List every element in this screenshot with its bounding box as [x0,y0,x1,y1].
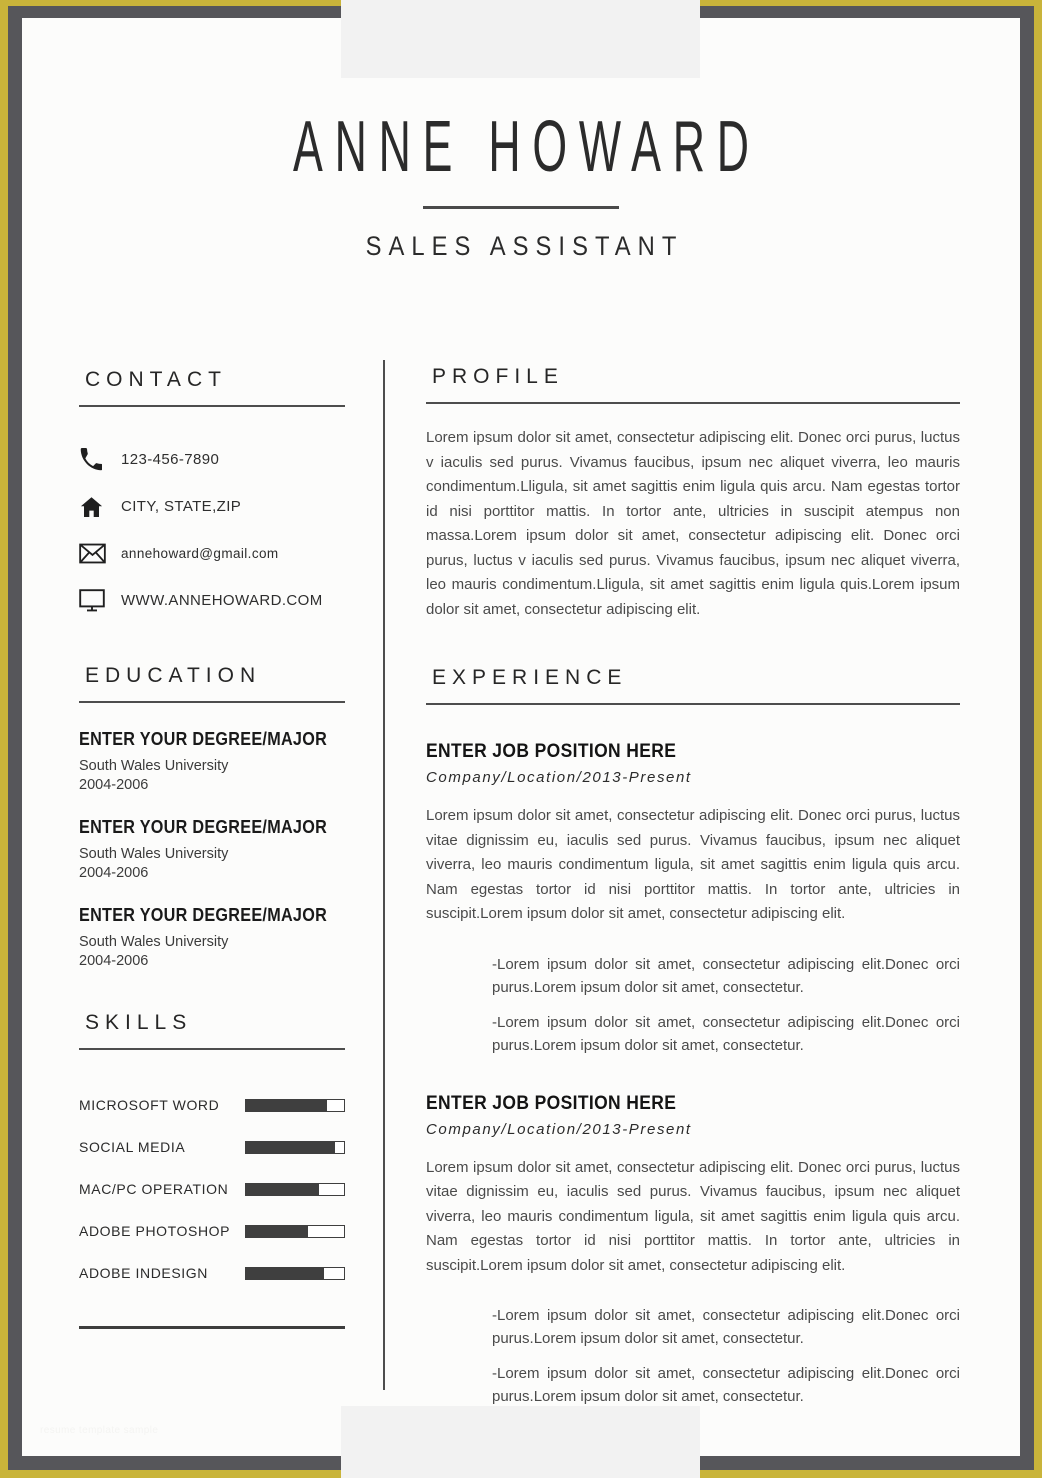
education-heading-rule [79,701,345,703]
contact-item-phone[interactable] [79,436,345,483]
education-degree: ENTER YOUR DEGREE/MAJOR [79,817,328,837]
skill-row [79,1084,345,1126]
skill-level-fill [246,1142,335,1153]
education-school: South Wales University [79,758,229,774]
education-years: 2004-2006 [79,953,149,969]
experience-job-meta: Company/Location/2013-Present [426,769,692,786]
skill-level-fill [246,1100,327,1111]
education-details [79,757,345,795]
education-degree: ENTER YOUR DEGREE/MAJOR [79,729,328,749]
contact-email-value: annehoward@gmail.com [121,546,279,561]
contact-item-email[interactable] [79,530,345,577]
skills-heading: SKILLS [85,1011,193,1034]
header-divider [423,206,619,209]
skill-label: ADOBE INDESIGN [79,1265,208,1281]
experience-bullet-list [426,953,960,1057]
skill-label: ADOBE PHOTOSHOP [79,1223,231,1239]
top-tab-band [341,0,700,78]
profile-heading-rule [426,402,960,404]
experience-job-title: ENTER JOB POSITION HERE [426,1092,677,1114]
skill-level-bar [245,1225,345,1238]
contact-section [79,368,345,624]
skill-label: MICROSOFT WORD [79,1097,220,1113]
skill-level-bar [245,1267,345,1280]
experience-bullet: -Lorem ipsum dolor sit amet, consectetur adipiscing elit.Donec orci purus.Lorem ipsum dolor sit amet, consectetur. [492,1013,960,1054]
watermark-text: resume template sample [40,1425,159,1436]
contact-heading-rule [79,405,345,407]
contact-list [79,436,345,624]
experience-entry [426,1093,960,1409]
job-subtitle: SALES ASSISTANT [365,231,684,261]
envelope-icon [79,543,121,564]
education-details [79,933,345,971]
profile-section [426,365,960,622]
skill-level-bar [245,1099,345,1112]
home-icon [79,495,121,519]
education-heading: EDUCATION [85,664,262,687]
experience-heading-rule [426,703,960,705]
experience-job-title: ENTER JOB POSITION HERE [426,741,677,762]
skill-label: SOCIAL MEDIA [79,1139,186,1155]
monitor-icon [79,589,121,612]
right-column [426,365,960,1420]
column-divider [383,360,385,1390]
experience-job-description: Lorem ipsum dolor sit amet, consectetur adipiscing elit. Donec orci purus, luctus vitae dignissim eu, iaculis sed purus. Vivamus faucibus, ipsum nec aliquet viverra, leo mauris condimentum ligula, sit amet sagittis enim ligula quis arcu. Nam egestas tortor id nisi porttitor mattis. In tortor ante, ultricies in suscipit.Lorem ipsum dolor sit amet, consectetur adipiscing elit. [426,1158,960,1274]
education-entry [79,905,345,971]
education-degree: ENTER YOUR DEGREE/MAJOR [79,905,328,925]
skill-level-bar [245,1141,345,1154]
skills-heading-rule [79,1048,345,1050]
skill-row [79,1168,345,1210]
contact-item-website[interactable] [79,577,345,624]
experience-job-description: Lorem ipsum dolor sit amet, consectetur adipiscing elit. Donec orci purus, luctus vitae dignissim eu, iaculis sed purus. Vivamus faucibus, ipsum nec aliquet viverra, leo mauris condimentum ligula, sit amet sagittis enim ligula quis arcu. Nam egestas tortor id nisi porttitor mattis. In tortor ante, ultricies in suscipit.Lorem ipsum dolor sit amet, consectetur adipiscing elit. [426,807,960,922]
experience-entry [426,741,960,1057]
skills-bottom-rule [79,1326,345,1329]
education-details [79,845,345,883]
skill-row [79,1210,345,1252]
profile-text: Lorem ipsum dolor sit amet, consectetur adipiscing elit. Donec orci purus, luctus v iaculis sed purus. Vivamus faucibus, ipsum nec aliquet viverra, leo mauris condimentum.Lligula, sit amet sagittis enim ligula quis arcu. Nam egestas tortor id nisi porttitor mattis. In tortor ante, ultricies in suscipit atempus non massa.Lorem ipsum dolor sit amet, consectetur adipiscing elit. Donec orci purus, luctus v iaculis sed purus. Vivamus faucibus, ipsum nec aliquet viverra, leo mauris condimentum.Lligula, sit amet sagittis enim ligula quis.Lorem ipsum dolor sit amet, consectetur adipiscing elit. [426,429,960,618]
skills-section [79,1011,345,1329]
skill-label: MAC/PC OPERATION [79,1181,229,1197]
left-column [79,368,345,1329]
skill-level-fill [246,1268,324,1279]
contact-item-address[interactable] [79,483,345,530]
skill-level-fill [246,1184,319,1195]
education-entry [79,817,345,883]
experience-bullet: -Lorem ipsum dolor sit amet, consectetur adipiscing elit.Donec orci purus.Lorem ipsum dolor sit amet, consectetur. [492,955,960,996]
experience-section [426,666,960,1408]
experience-job-meta: Company/Location/2013-Present [426,1120,692,1138]
education-years: 2004-2006 [79,865,149,881]
contact-address-value: CITY, STATE,ZIP [121,498,242,515]
skill-row [79,1126,345,1168]
experience-bullet: -Lorem ipsum dolor sit amet, consectetur adipiscing elit.Donec orci purus.Lorem ipsum dolor sit amet, consectetur. [492,1307,960,1347]
education-years: 2004-2006 [79,777,149,793]
experience-heading: EXPERIENCE [432,666,628,689]
skill-row [79,1252,345,1294]
contact-website-value: WWW.ANNEHOWARD.COM [121,592,323,609]
profile-heading: PROFILE [432,365,564,388]
skills-list [79,1084,345,1294]
skill-level-fill [246,1226,308,1237]
candidate-name: ANNE HOWARD [293,107,761,187]
education-section [79,664,345,971]
education-school: South Wales University [79,846,229,862]
skill-level-bar [245,1183,345,1196]
resume-header [0,108,1042,262]
phone-icon [79,448,121,471]
experience-bullet-list [426,1304,960,1408]
education-school: South Wales University [79,934,229,950]
education-entry [79,729,345,795]
contact-heading: CONTACT [85,368,227,391]
contact-phone-value: 123-456-7890 [121,451,220,468]
experience-bullet: -Lorem ipsum dolor sit amet, consectetur adipiscing elit.Donec orci purus.Lorem ipsum dolor sit amet, consectetur. [492,1365,960,1405]
